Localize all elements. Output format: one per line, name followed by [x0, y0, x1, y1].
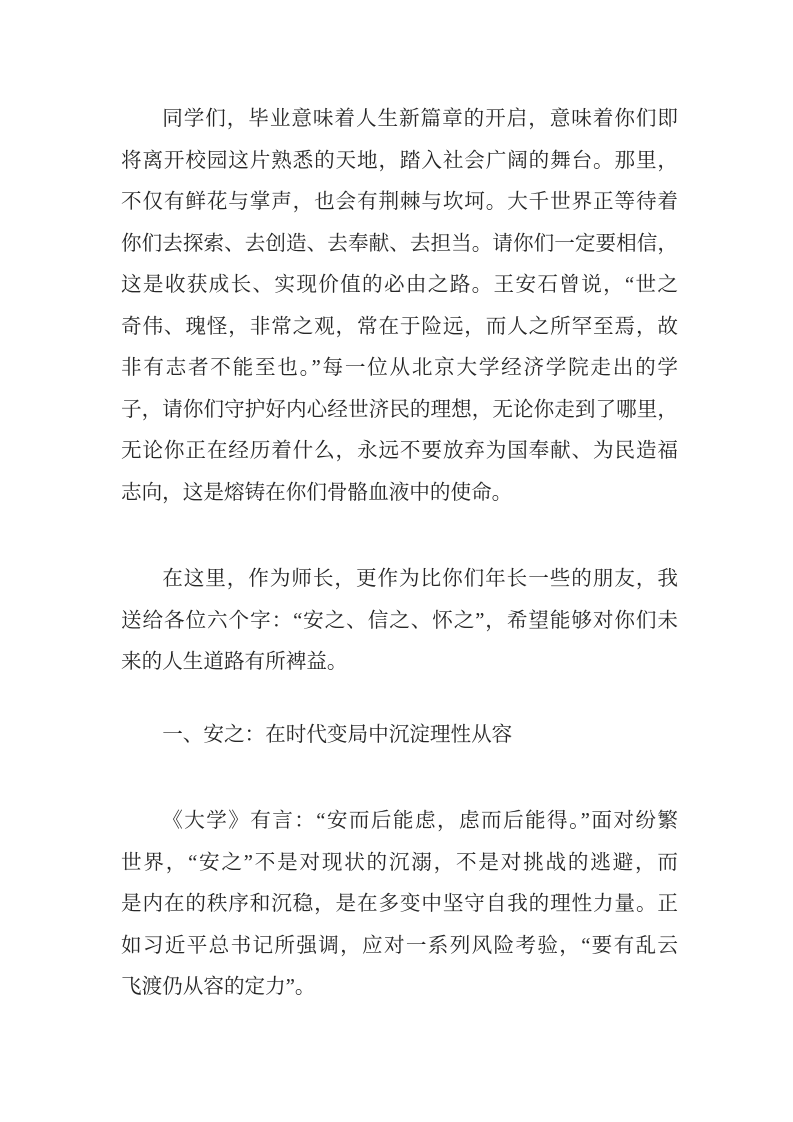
paragraph	[121, 99, 678, 514]
text-line: 奇伟、瑰怪，非常之观，常在于险远，而人之所罕至焉，故	[121, 315, 678, 338]
paragraph	[121, 559, 678, 684]
paragraph	[121, 801, 678, 1009]
text-line: 你们去探索、去创造、去奉献、去担当。请你们一定要相信，	[121, 232, 678, 255]
text-line: 如习近平总书记所强调，应对一系列风险考验，“要有乱云	[121, 934, 678, 957]
text-line: 无论你正在经历着什么，永远不要放弃为国奉献、为民造福	[121, 440, 678, 462]
text-line: 志向，这是熔铸在你们骨骼血液中的使命。	[121, 481, 513, 504]
text-line: 来的人生道路有所裨益。	[121, 651, 348, 673]
text-line: 将离开校园这片熟悉的天地，踏入社会广阔的舞台。那里，	[121, 149, 678, 172]
section-heading	[121, 715, 678, 757]
text-line: 不仅有鲜花与掌声，也会有荆棘与坎坷。大千世界正等待着	[121, 191, 678, 213]
text-line: 飞渡仍从容的定力”。	[121, 976, 316, 998]
text-line: 非有志者不能至也。”每一位从北京大学经济学院走出的学	[121, 357, 678, 379]
text-line: 世界，“安之”不是对现状的沉溺，不是对挑战的逃避，而	[121, 851, 678, 874]
document-body	[121, 99, 678, 1054]
text-line: 一、安之：在时代变局中沉淀理性从容	[162, 723, 513, 746]
text-line: 这是收获成长、实现价值的必由之路。王安石曾说，“世之	[121, 274, 678, 296]
text-line: 《大学》有言：“安而后能虑，虑而后能得。”面对纷繁	[162, 810, 678, 832]
text-line: 在这里，作为师长，更作为比你们年长一些的朋友，我	[162, 568, 678, 590]
text-line: 子，请你们守护好内心经世济民的理想，无论你走到了哪里，	[121, 398, 678, 421]
text-line: 同学们，毕业意味着人生新篇章的开启，意味着你们即	[162, 108, 678, 130]
text-line: 是内在的秩序和沉稳，是在多变中坚守自我的理性力量。正	[121, 893, 678, 915]
text-line: 送给各位六个字：“安之、信之、怀之”，希望能够对你们未	[121, 609, 678, 632]
